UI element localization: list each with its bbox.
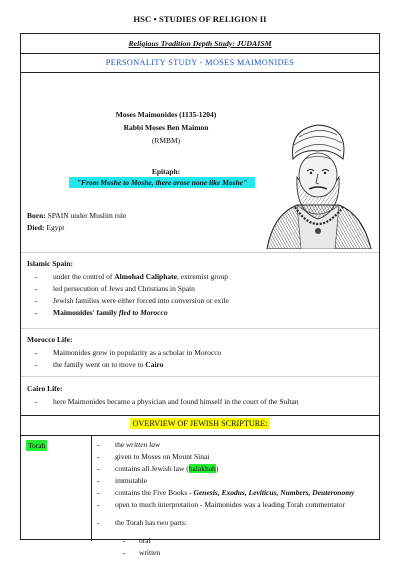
torah-label: Torah [28, 441, 46, 450]
epitaph-quote: "From Moshe to Moshe, there arose none like Moshe" [69, 177, 255, 188]
list-item: - given to Moses on Mount Sinai [97, 452, 354, 464]
maimonides-portrait [259, 119, 377, 249]
islamic-spain-title: Islamic Spain: [27, 259, 74, 268]
document-title: HSC • STUDIES OF RELIGION II [133, 14, 267, 24]
sub-list-item: - written [123, 548, 160, 560]
section-divider [21, 252, 379, 253]
cairo-list [35, 397, 299, 409]
list-item: - Maimonides grew in popularity as a scholar in Morocco [35, 348, 221, 360]
cairo-title: Cairo Life: [27, 384, 63, 393]
died-value: Egypt [44, 223, 65, 232]
torah-list [97, 440, 354, 530]
section-divider [21, 376, 379, 377]
section-divider [21, 328, 379, 329]
person-name: Moses Maimonides (1135-1204) [115, 110, 217, 119]
depth-study-heading: Religious Tradition Depth Study: JUDAISM [21, 34, 379, 54]
born-line [27, 211, 126, 220]
died-line [27, 223, 64, 232]
biography-section [21, 73, 379, 416]
list-item: - contains all Jewish law (halakhah) [97, 464, 354, 476]
list-item: - the Torah has two parts: [97, 518, 354, 530]
list-item: - contains the Five Books - Genesis, Exodus, Leviticus, Numbers, Deuteronomy [97, 488, 354, 500]
born-value: SPAIN under Muslim rule [45, 211, 127, 220]
overview-heading: OVERVIEW OF JEWISH SCRIPTURE: [130, 418, 271, 429]
torah-parts-sublist [123, 536, 160, 560]
name-abbreviation: (RMBM) [151, 136, 181, 145]
list-item: - immutable [97, 476, 354, 488]
morocco-list [35, 348, 221, 372]
list-item: - open to much interpretation - Maimonides was a leading Torah commentator [97, 500, 354, 512]
content-table [20, 33, 380, 557]
list-item: - Jewish families were either forced into conversion or exile [35, 296, 229, 308]
list-item: - led persecution of Jews and Christians in Spain [35, 284, 229, 296]
halakhah-highlight: halakhah [188, 464, 216, 473]
islamic-spain-list [35, 272, 229, 320]
died-label: Died: [27, 223, 45, 232]
column-divider [91, 436, 92, 541]
list-item: - Maimonides' family fled to Morocco [35, 308, 229, 320]
born-label: Born: [27, 211, 46, 220]
list-item: - here Maimonides became a physician and found himself in the court of the Sultan [35, 397, 299, 409]
list-item: - the written law [97, 440, 354, 452]
sub-list-item: - oral [123, 536, 160, 548]
hebrew-name: Rabbi Moses Ben Maimon [123, 123, 209, 132]
list-item: - the family went on to move to Cairo [35, 360, 221, 372]
overview-heading-row [21, 416, 379, 436]
torah-row [21, 436, 379, 557]
morocco-title: Morocco Life: [27, 335, 73, 344]
personality-study-heading: PERSONALITY STUDY - MOSES MAIMONIDES [21, 54, 379, 73]
epitaph-label: Epitaph: [151, 167, 181, 176]
list-item: - under the control of Almohad Caliphate, extremist group [35, 272, 229, 284]
